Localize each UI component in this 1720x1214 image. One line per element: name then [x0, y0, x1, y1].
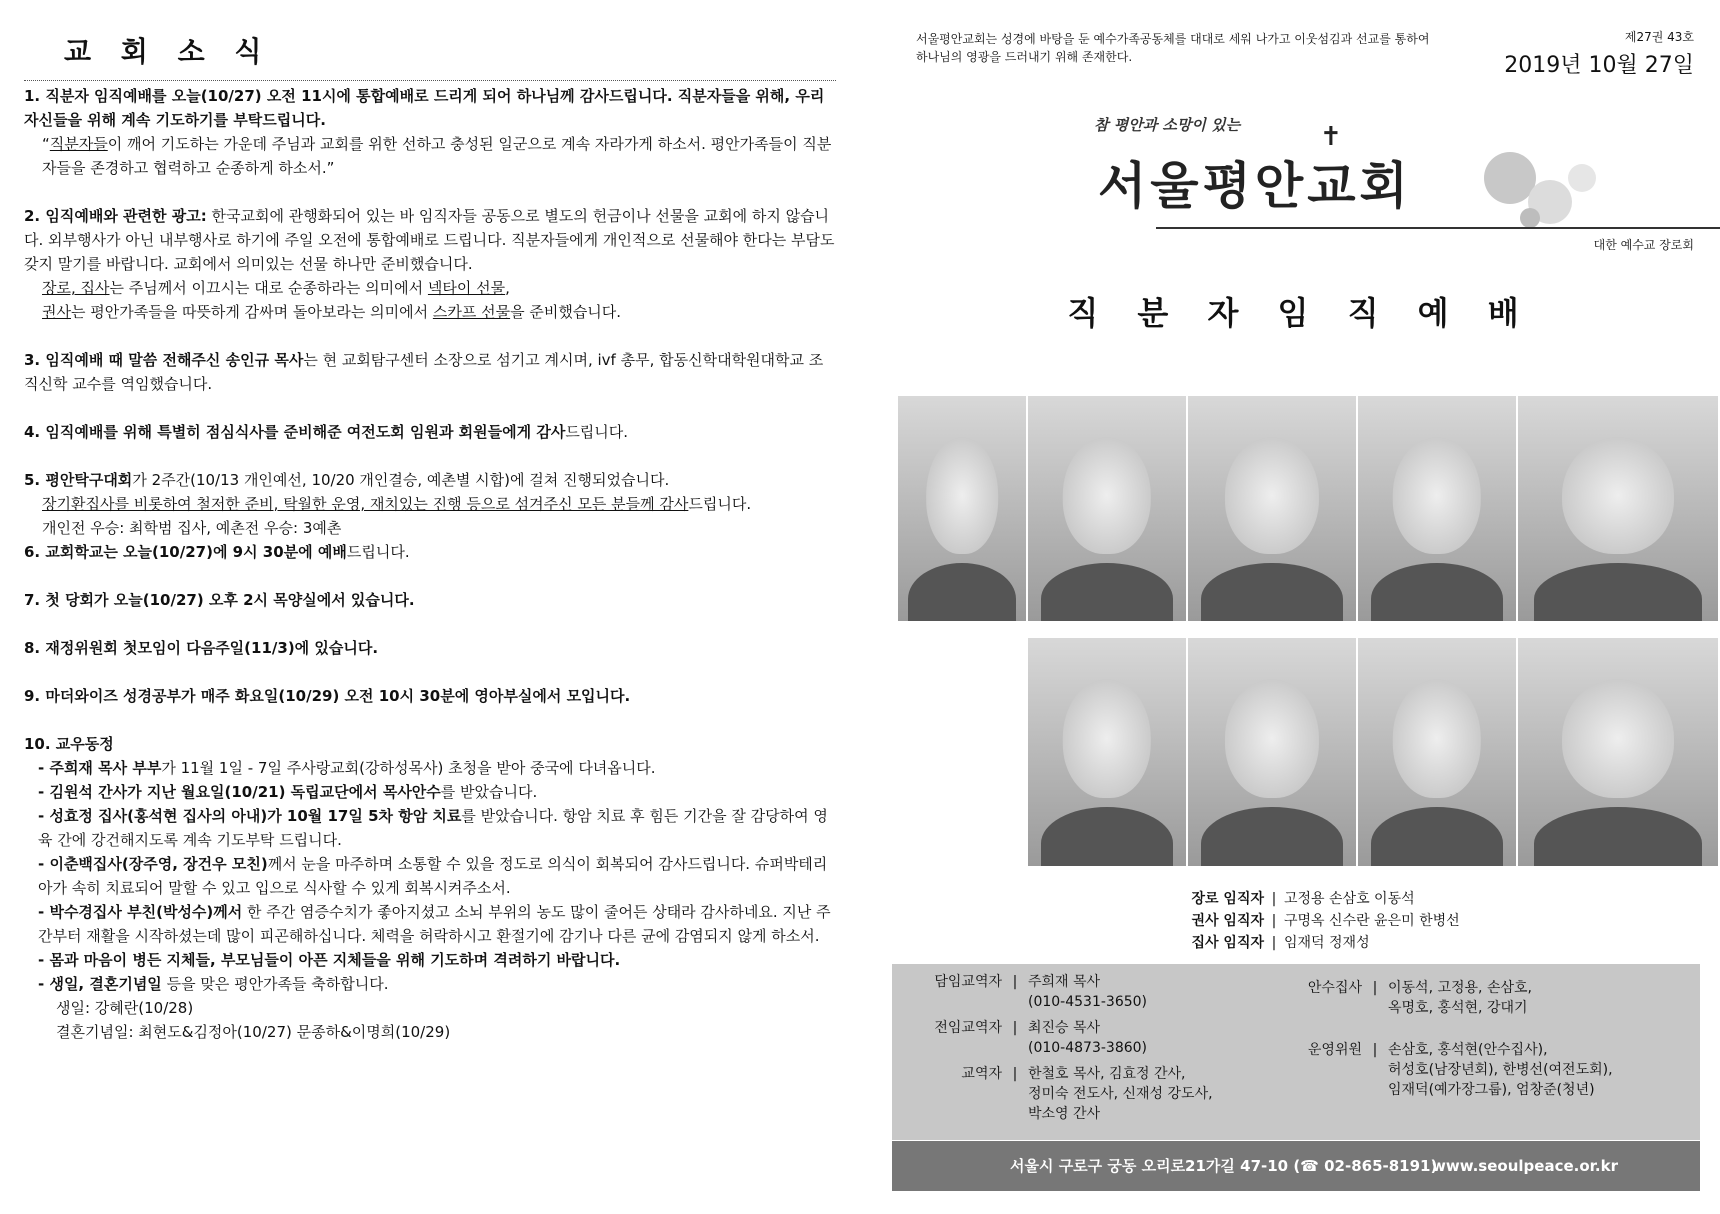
officer-photo	[1518, 638, 1718, 866]
circles-icon	[1472, 142, 1662, 232]
service-title: 직 분 자 임 직 예 배	[1067, 294, 1533, 332]
news-item-4: 4. 임직예배를 위해 특별히 점심식사를 준비해준 여전도회 임원과 회원들에게 감사드립니다.	[24, 423, 629, 441]
member-news-5: - 박수경집사 부친(박성수)께서 한 주간 염증수치가 좋아지셨고 소뇌 부위의 농도 많이 줄어든 상태라 감사하네요. 지난 주간부터 재활을 시작하셨는데 많이 피곤해하십니다. 체력을 허락하시고 환절기에 감기나 다른 균에 감염되지 않게 하소서.	[38, 903, 831, 945]
news-item-5-extra: 개인전 우승: 최학범 집사, 예촌전 우승: 3예촌	[42, 519, 342, 537]
staff-row: 안수집사 | 이동석, 고정용, 손삼호, 옥명호, 홍석현, 강대기	[1307, 980, 1532, 1016]
birthday-line: 생일: 강혜란(10/28)	[56, 999, 194, 1017]
news-item-6: 6. 교회학교는 오늘(10/27)에 9시 30분에 예배드립니다.	[24, 543, 410, 561]
staff-row: 운영위원 | 손삼호, 홍석현(안수집사), 허성호(남장년회), 한병선(여전도회), 임재덕(예가장그룹), 엄창준(청년)	[1307, 1042, 1613, 1098]
member-news-4: - 이춘백집사(장주영, 장건우 모친)께서 눈을 마주하며 소통할 수 있을 정도로 의식이 회복되어 감사드립니다. 슈퍼박테리아가 속히 치료되어 말할 수 있고 입으로 식사할 수 있게 회복시켜주소서.	[38, 855, 828, 897]
cross-icon: ✝	[1320, 122, 1342, 152]
ordained-row: 장로 임직자 | 고정용 손삼호 이동석	[1191, 891, 1415, 907]
issue-date: 2019년 10월 27일	[1504, 53, 1694, 78]
member-news-1: - 주희재 목사 부부가 11월 1일 - 7일 주사랑교회(강하성목사) 초청을 받아 중국에 다녀옵니다.	[38, 759, 656, 777]
ordained-row: 권사 임직자 | 구명옥 신수란 윤은미 한병선	[1191, 913, 1460, 929]
church-name: 서울평안교회	[1098, 157, 1412, 215]
news-item-10	[24, 732, 836, 1044]
denomination: 대한 예수교 장로회	[1593, 238, 1694, 252]
news-item-8: 8. 재정위원회 첫모임이 다음주일(11/3)에 있습니다.	[24, 639, 379, 657]
news-item-2-line-1: 장로, 집사는 주님께서 이끄시는 대로 순종하라는 의미에서 넥타이 선물,	[42, 279, 510, 297]
officer-photo	[1188, 396, 1356, 621]
news-item-1: 1. 직분자 임직예배를 오늘(10/27) 오전 11시에 통합예배로 드리게 되어 하나님께 감사드립니다. 직분자들을 위해, 우리 자신들을 위해 계속 기도하기를 부탁드립니다. “직분자들이 깨어 기도하는 가운데 주님과 교회를 위한 선하고 충성된 일군으로 계속 자라가게 하소서. 평안가족들이 직분자들을 존경하고 협력하고 순종하게 하소서.”	[24, 84, 836, 180]
news-item-1-quote: “직분자들이 깨어 기도하는 가운데 주님과 교회를 위한 선하고 충성된 일군으로 계속 자라가게 하소서. 평안가족들이 직분자들을 존경하고 협력하고 순종하게 하소서.”	[42, 135, 832, 177]
news-list	[24, 84, 836, 1044]
staff-directory	[892, 964, 1700, 1140]
officer-photo	[1028, 638, 1186, 866]
officer-photo	[1188, 638, 1356, 866]
logo-slogan: 참 평안과 소망이 있는	[1094, 116, 1241, 134]
member-news-6: - 몸과 마음이 병든 지체들, 부모님들이 아픈 지체들을 위해 기도하며 격려하기 바랍니다.	[38, 951, 621, 969]
mission-statement: 서울평안교회는 성경에 바탕을 둔 예수가족공동체를 대대로 세워 나가고 이웃섬김과 선교를 통하여 하나님의 영광을 드러내기 위해 존재한다.	[916, 32, 1430, 64]
news-item-2-head: 임직예배와 관련한 광고:	[45, 207, 207, 225]
staff-row: 담임교역자 | 주희재 목사 (010-4531-3650)	[934, 974, 1148, 1010]
website-link[interactable]: www.seoulpeace.or.kr	[1432, 1157, 1618, 1175]
footer-bar	[892, 1141, 1700, 1191]
news-item-2-line-2: 권사는 평안가족들을 따뜻하게 감싸며 돌아보라는 의미에서 스카프 선물을 준비했습니다.	[42, 303, 622, 321]
officer-photo	[1518, 396, 1718, 621]
ordained-list	[1180, 888, 1460, 954]
cover-page	[880, 0, 1720, 1214]
header-divider	[1156, 227, 1720, 229]
news-item-3: 3. 임직예배 때 말씀 전해주신 송인규 목사는 현 교회탐구센터 소장으로 섬기고 계시며, ivf 총무, 합동신학대학원대학교 조직신학 교수를 역임했습니다.	[24, 351, 824, 393]
staff-row: 전임교역자 | 최진승 목사 (010-4873-3860)	[934, 1020, 1148, 1056]
officer-photo	[1028, 396, 1186, 621]
issue-volume: 제27권 43호	[1624, 30, 1694, 44]
ordained-row: 집사 임직자 | 임재덕 정재성	[1191, 935, 1370, 951]
news-title: 교 회 소 식	[64, 35, 272, 68]
news-item-7: 7. 첫 당회가 오늘(10/27) 오후 2시 목양실에서 있습니다.	[24, 591, 415, 609]
officer-photo	[1358, 638, 1516, 866]
officer-photo	[1358, 396, 1516, 621]
title-divider	[24, 80, 836, 81]
news-item-10-head: 10. 교우동정	[24, 735, 114, 753]
news-item-2: 2. 임직예배와 관련한 광고: 한국교회에 관행화되어 있는 바 임직자들 공동으로 별도의 헌금이나 선물을 교회에 하지 않습니다. 외부행사가 아닌 내부행사로 하기에 주일 오전에 통합예배로 드립니다. 직분자들에게 개인적으로 선물해야 한다는 부담도 갖지 말기를 바랍니다. 교회에서 의미있는 선물 하나만 준비했습니다. 장로, 집사는 주님께서 이끄시는 대로 순종하라는 의미에서 넥타이 선물, 권사는 평안가족들을 따뜻하게 감싸며 돌아보라는 의미에서 스카프 선물을 준비했습니다.	[24, 204, 836, 324]
news-item-5: 5. 평안탁구대회가 2주간(10/13 개인예선, 10/20 개인결승, 예촌별 시합)에 걸쳐 진행되었습니다. 장기환집사를 비롯하여 철저한 준비, 탁월한 운영, 재치있는 진행 등으로 섬겨주신 모든 분들께 감사드립니다. 개인전 우승: 최학범 집사, 예촌전 우승: 3예촌	[24, 468, 836, 540]
member-news-2: - 김원석 간사가 지난 월요일(10/21) 독립교단에서 목사안수를 받았습니다.	[38, 783, 538, 801]
news-item-9: 9. 마더와이즈 성경공부가 매주 화요일(10/29) 오전 10시 30분에 영아부실에서 모입니다.	[24, 687, 631, 705]
officer-photos	[898, 396, 1718, 866]
staff-left	[892, 972, 1268, 1130]
staff-row: 교역자 | 한철호 목사, 김효정 간사, 정미숙 전도사, 신재성 강도사, 박소영 간사	[961, 1066, 1213, 1122]
officer-photo	[898, 396, 1026, 621]
staff-right	[1252, 978, 1688, 1106]
member-news-3: - 성효정 집사(홍석현 집사의 아내)가 10월 17일 5차 항암 치료를 받았습니다. 항암 치료 후 힘든 기간을 잘 감당하여 영육 간에 강건해지도록 계속 기도부탁 드립니다.	[38, 807, 828, 849]
member-news-7: - 생일, 결혼기념일 등을 맞은 평안가족들 축하합니다.	[38, 975, 389, 993]
anniversary-line: 결혼기념일: 최현도&김정아(10/27) 문종하&이명희(10/29)	[56, 1023, 451, 1041]
church-address: 서울시 구로구 궁동 오리로21가길 47-10 (☎ 02-865-8191)	[1010, 1157, 1438, 1175]
news-item-1-head: 직분자 임직예배를 오늘(10/27) 오전 11시에 통합예배로 드리게 되어 하나님께 감사드립니다. 직분자들을 위해, 우리 자신들을 위해 계속 기도하기를 부탁드립니다.	[24, 87, 825, 129]
